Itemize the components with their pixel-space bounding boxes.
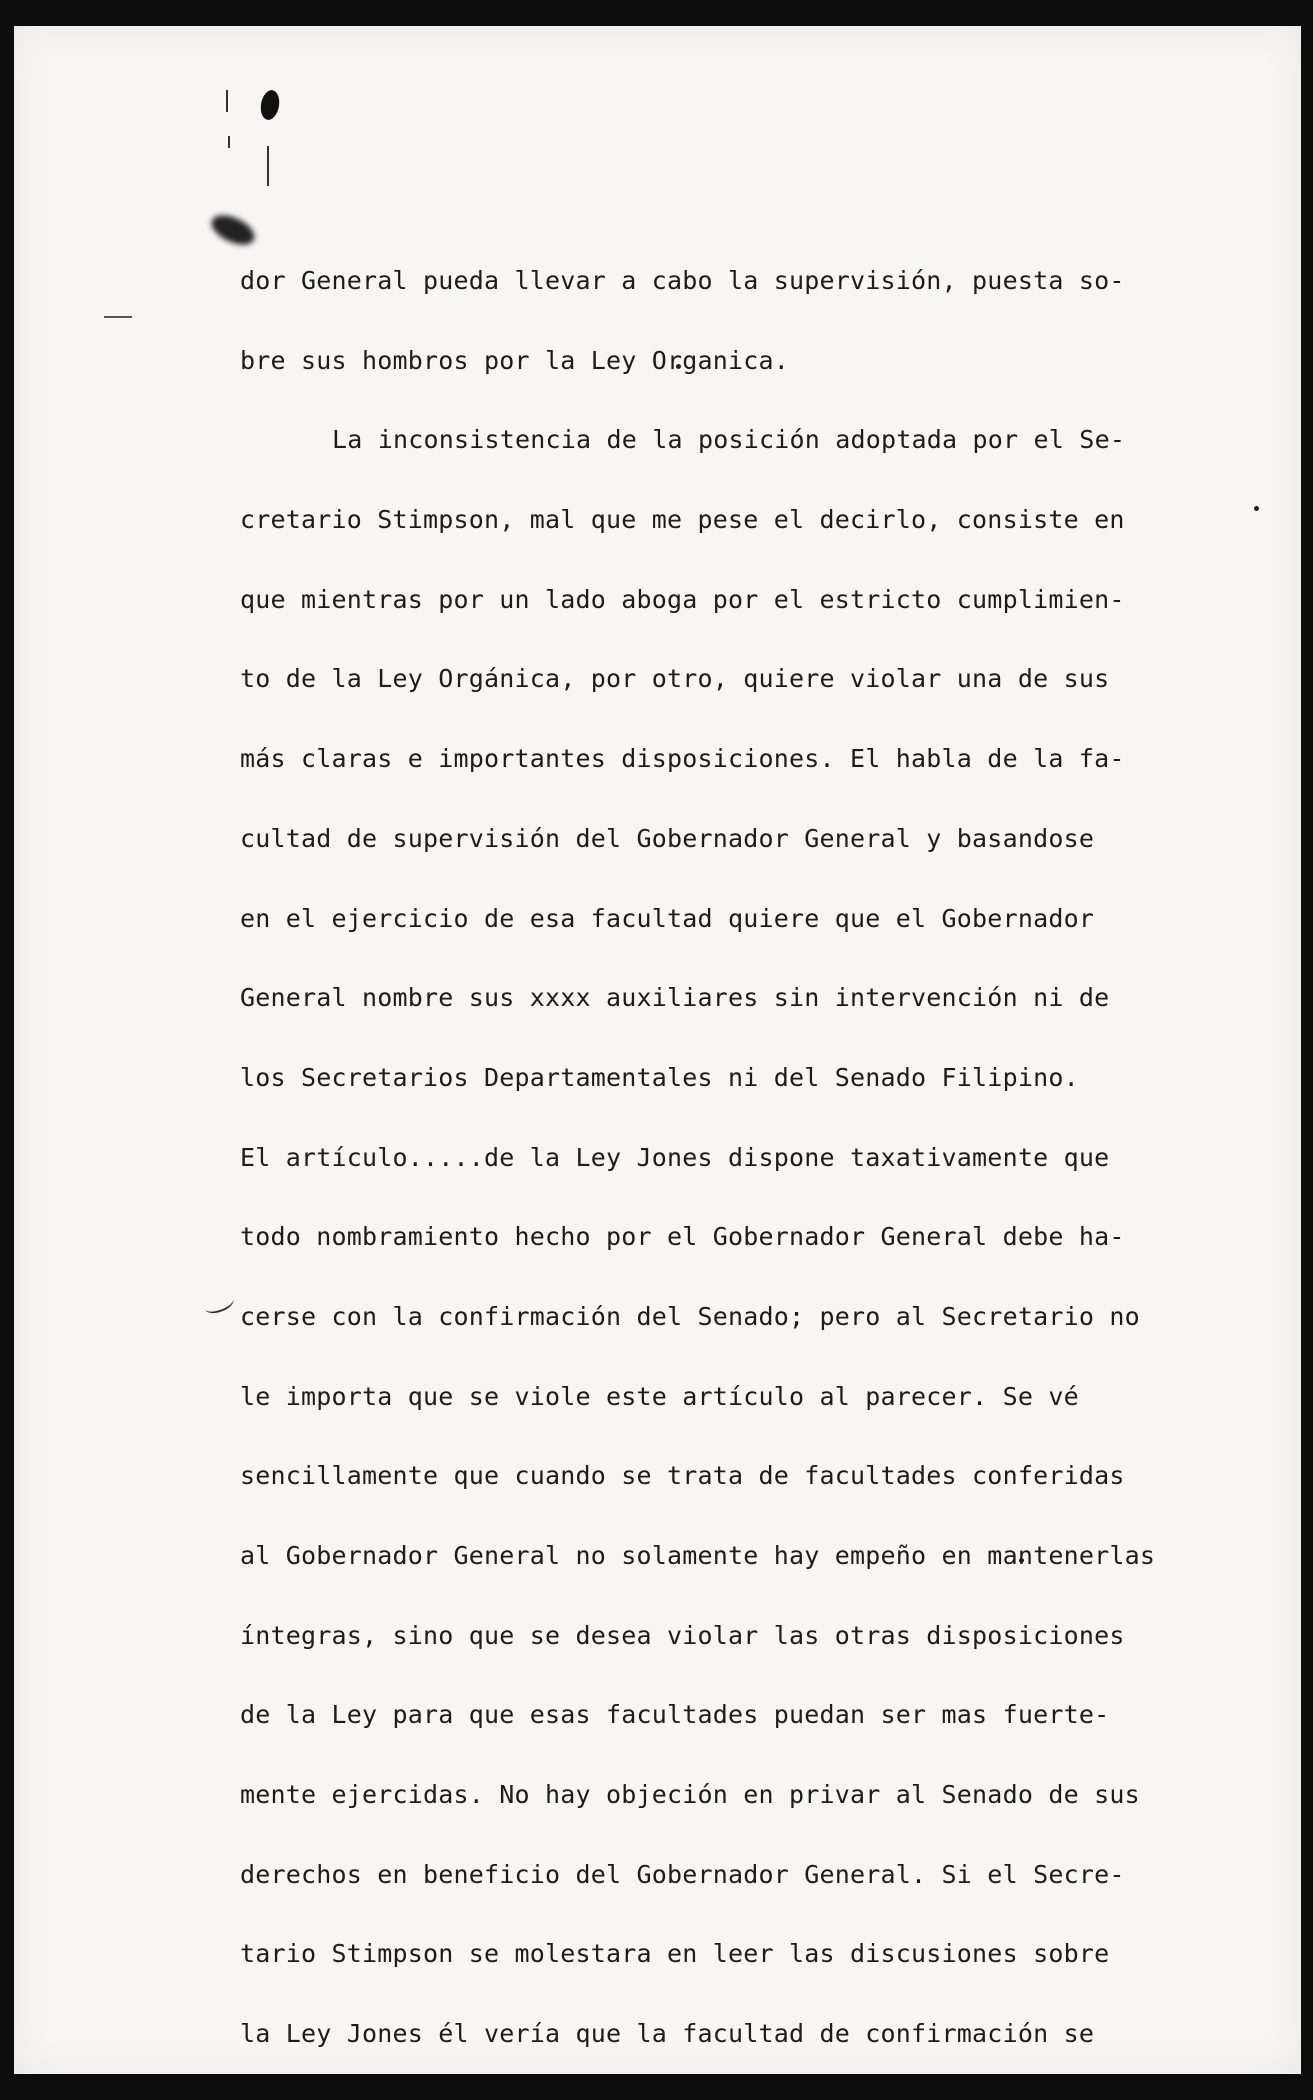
text-line: cerse con la confirmación del Senado; pero al Secretario no — [240, 1301, 1140, 1331]
document-page — [14, 26, 1301, 2074]
margin-check-mark — [202, 1291, 236, 1316]
text-line: íntegras, sino que se desea violar las otras disposiciones — [240, 1620, 1125, 1650]
text-line: sencillamente que cuando se trata de facultades conferidas — [240, 1461, 1125, 1491]
text-line: derechos en beneficio del Gobernador General. Si el Secre- — [240, 1859, 1125, 1889]
typed-text — [240, 251, 1200, 2084]
text-line: en el ejercicio de esa facultad quiere que el Gobernador — [240, 903, 1095, 933]
ink-mark — [228, 136, 230, 148]
text-line: to de la Ley Orgánica, por otro, quiere violar una de sus — [240, 664, 1110, 694]
text-line: que mientras por un lado aboga por el estricto cumplimien- — [240, 584, 1125, 614]
text-line: La inconsistencia de la posición adoptada por el Se- — [332, 425, 1126, 455]
text-line: al Gobernador General no solamente hay empeño en mantenerlas — [240, 1541, 1156, 1570]
text-line: más claras e importantes disposiciones. El habla de la fa- — [240, 744, 1125, 774]
ink-mark — [267, 146, 269, 186]
text-line: la Ley Jones él vería que la facultad de confirmación se — [240, 2019, 1095, 2049]
text-line: El artículo.....de la Ley Jones dispone taxativamente que — [240, 1142, 1110, 1172]
margin-mark — [104, 316, 132, 318]
text-line: de la Ley para que esas facultades puedan ser mas fuerte- — [240, 1700, 1110, 1730]
text-line: le importa que se viole este artículo al parecer. Se vé — [240, 1381, 1079, 1411]
text-line: tario Stimpson se molestara en leer las discusiones sobre — [240, 1939, 1110, 1969]
text-line: todo nombramiento hecho por el Gobernador General debe ha- — [240, 1222, 1125, 1252]
text-line: los Secretarios Departamentales ni del Senado Filipino. — [240, 1062, 1079, 1092]
ink-smudge — [207, 209, 259, 250]
text-line: General nombre sus xxxx auxiliares sin intervención ni de — [240, 983, 1110, 1013]
text-line: mente ejercidas. No hay objeción en privar al Senado de sus — [240, 1780, 1140, 1810]
ink-smudge — [259, 89, 282, 122]
ink-dot — [1254, 506, 1259, 511]
text-line: bre sus hombros por la Ley Organica. — [240, 345, 790, 375]
ink-mark — [226, 90, 228, 112]
text-line: dor General pueda llevar a cabo la supervisión, puesta so- — [240, 266, 1125, 295]
text-line: cultad de supervisión del Gobernador General y basandose — [240, 823, 1095, 853]
text-line: cretario Stimpson, mal que me pese el decirlo, consiste en — [240, 505, 1125, 535]
